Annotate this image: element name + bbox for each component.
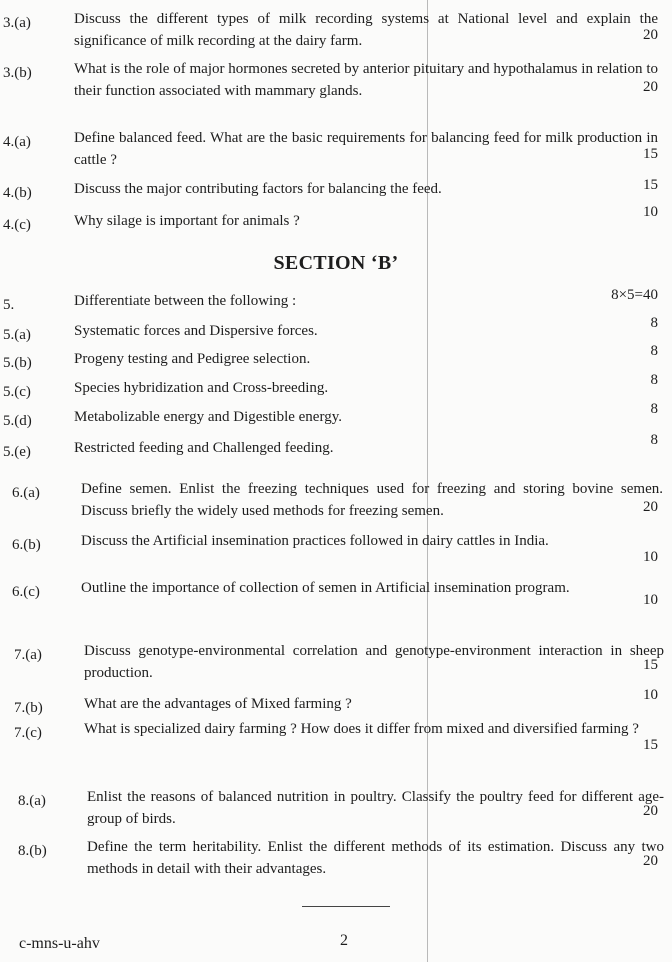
page-number: 2: [340, 932, 348, 949]
question-number: 3.(a): [3, 15, 31, 31]
question-marks: 20: [643, 27, 658, 43]
question-text: Restricted feeding and Challenged feeding.: [74, 440, 334, 456]
question-marks: 8: [650, 372, 658, 388]
question-marks: 15: [643, 657, 658, 673]
question-text: Progeny testing and Pedigree selection.: [74, 351, 311, 367]
paper-code: c-mns-u-ahv: [19, 935, 100, 952]
question-marks: 15: [643, 146, 658, 162]
question-number: 5.: [3, 297, 15, 313]
question-marks: 10: [643, 204, 658, 220]
section-title: SECTION ‘B’: [273, 252, 399, 274]
question-number: 7.(b): [14, 700, 43, 716]
question-marks: 10: [643, 592, 658, 608]
question-marks: 8×5=40: [611, 287, 658, 303]
question-number: 4.(c): [3, 217, 31, 233]
question-text: Discuss the different types of milk recording systems at National level and explain the significance of milk recording at the dairy farm.: [74, 11, 658, 49]
question-number: 5.(b): [3, 355, 32, 371]
question-number: 4.(b): [3, 185, 32, 201]
question-marks: 20: [643, 803, 658, 819]
question-number: 5.(a): [3, 327, 31, 343]
question-text: Why silage is important for animals ?: [74, 213, 300, 229]
question-text: What are the advantages of Mixed farming ?: [84, 696, 352, 712]
question-number: 6.(a): [12, 485, 40, 501]
question-text: Discuss the major contributing factors for balancing the feed.: [74, 181, 442, 197]
question-marks: 8: [650, 432, 658, 448]
question-text: Define balanced feed. What are the basic requirements for balancing feed for milk production in cattle ?: [74, 130, 658, 168]
question-text: What is specialized dairy farming ? How does it differ from mixed and diversified farming ?: [84, 721, 639, 737]
question-number: 4.(a): [3, 134, 31, 150]
question-text: Systematic forces and Dispersive forces.: [74, 323, 318, 339]
question-number: 8.(b): [18, 843, 47, 859]
question-number: 3.(b): [3, 65, 32, 81]
question-text: Species hybridization and Cross-breeding.: [74, 380, 329, 396]
question-marks: 8: [650, 315, 658, 331]
question-marks: 10: [643, 549, 658, 565]
question-text: Differentiate between the following :: [74, 293, 297, 309]
question-marks: 15: [643, 177, 658, 193]
question-text: Define semen. Enlist the freezing techniques used for freezing and storing bovine semen. Discuss briefly the widely used methods for freezing semen.: [81, 481, 663, 519]
question-text: Discuss the Artificial insemination practices followed in dairy cattles in India.: [81, 533, 549, 549]
question-text: What is the role of major hormones secreted by anterior pituitary and hypothalamus in relation to their function associated with mammary glands.: [74, 61, 658, 99]
question-text: Metabolizable energy and Digestible energy.: [74, 409, 342, 425]
question-marks: 8: [650, 343, 658, 359]
question-marks: 20: [643, 79, 658, 95]
question-marks: 8: [650, 401, 658, 417]
question-marks: 20: [643, 499, 658, 515]
question-marks: 20: [643, 853, 658, 869]
question-marks: 15: [643, 737, 658, 753]
question-number: 7.(c): [14, 725, 42, 741]
question-marks: 10: [643, 687, 658, 703]
question-number: 5.(e): [3, 444, 31, 460]
question-text: Enlist the reasons of balanced nutrition in poultry. Classify the poultry feed for different age-group of birds.: [87, 789, 664, 827]
question-number: 5.(c): [3, 384, 31, 400]
question-number: 8.(a): [18, 793, 46, 809]
question-text: Discuss genotype-environmental correlation and genotype-environment interaction in sheep production.: [84, 643, 664, 681]
question-text: Define the term heritability. Enlist the different methods of its estimation. Discuss any two methods in detail with their advantages.: [87, 839, 664, 877]
question-number: 7.(a): [14, 647, 42, 663]
question-number: 6.(c): [12, 584, 40, 600]
question-number: 6.(b): [12, 537, 41, 553]
footer-divider: [302, 906, 390, 907]
question-text: Outline the importance of collection of semen in Artificial insemination program.: [81, 580, 570, 596]
question-number: 5.(d): [3, 413, 32, 429]
